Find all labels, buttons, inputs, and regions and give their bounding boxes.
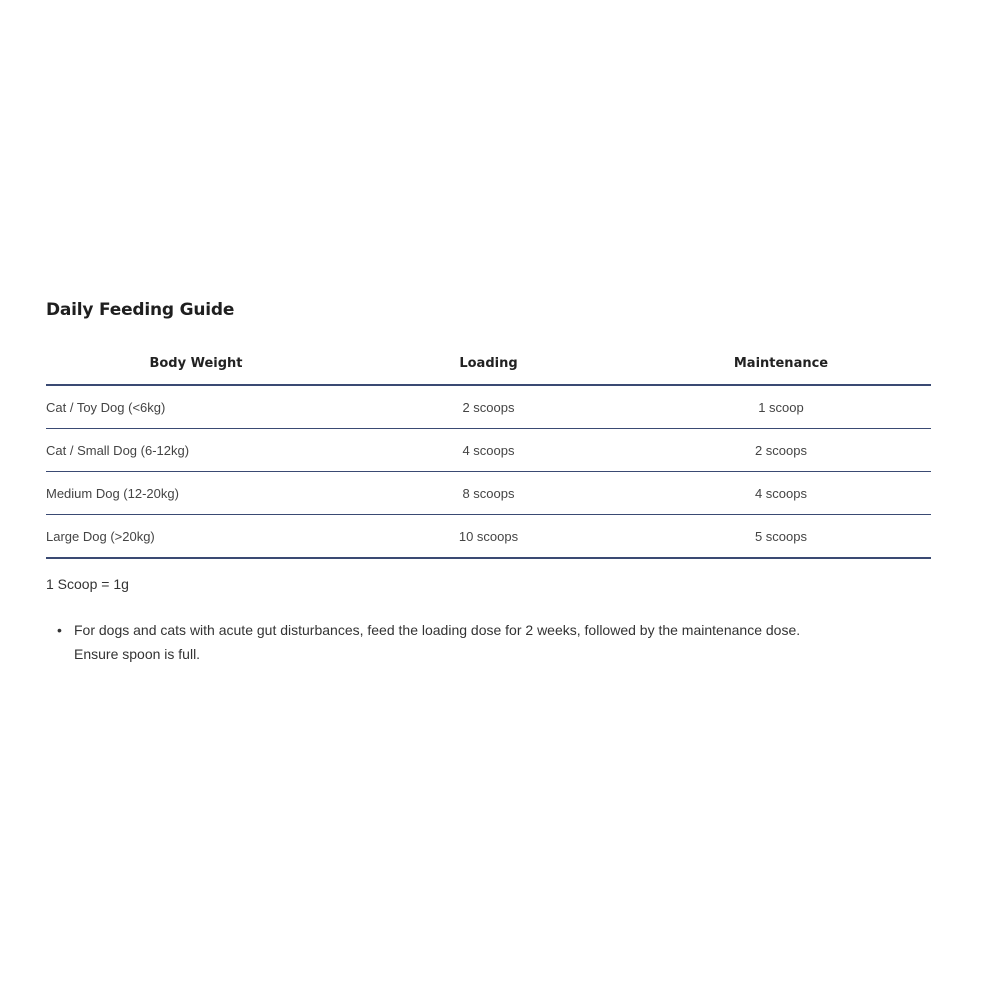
table-row: [46, 472, 931, 515]
header-body-weight: Body Weight: [46, 342, 346, 385]
cell-body-weight: Large Dog (>20kg): [46, 515, 346, 559]
cell-maintenance: 1 scoop: [631, 385, 931, 429]
cell-maintenance: 4 scoops: [631, 472, 931, 515]
table-row: [46, 515, 931, 559]
table-row: [46, 385, 931, 429]
note-line: For dogs and cats with acute gut disturbances, feed the loading dose for 2 weeks, followed by the maintenance dose.: [74, 622, 801, 638]
cell-body-weight: Cat / Small Dog (6-12kg): [46, 429, 346, 472]
feeding-notes-list: [57, 618, 944, 666]
table-header-row: [46, 342, 931, 385]
header-loading: Loading: [346, 342, 631, 385]
cell-maintenance: 5 scoops: [631, 515, 931, 559]
list-item: [57, 618, 944, 666]
cell-body-weight: Cat / Toy Dog (<6kg): [46, 385, 346, 429]
cell-loading: 2 scoops: [346, 385, 631, 429]
feeding-table: [46, 342, 931, 559]
cell-maintenance: 2 scoops: [631, 429, 931, 472]
page-title: Daily Feeding Guide: [46, 300, 235, 320]
cell-loading: 8 scoops: [346, 472, 631, 515]
cell-body-weight: Medium Dog (12-20kg): [46, 472, 346, 515]
header-maintenance: Maintenance: [631, 342, 931, 385]
cell-loading: 4 scoops: [346, 429, 631, 472]
table-row: [46, 429, 931, 472]
scoop-conversion-note: 1 Scoop = 1g: [46, 576, 129, 592]
cell-loading: 10 scoops: [346, 515, 631, 559]
note-line: Ensure spoon is full.: [74, 646, 201, 662]
bullet-icon: •: [57, 622, 62, 638]
